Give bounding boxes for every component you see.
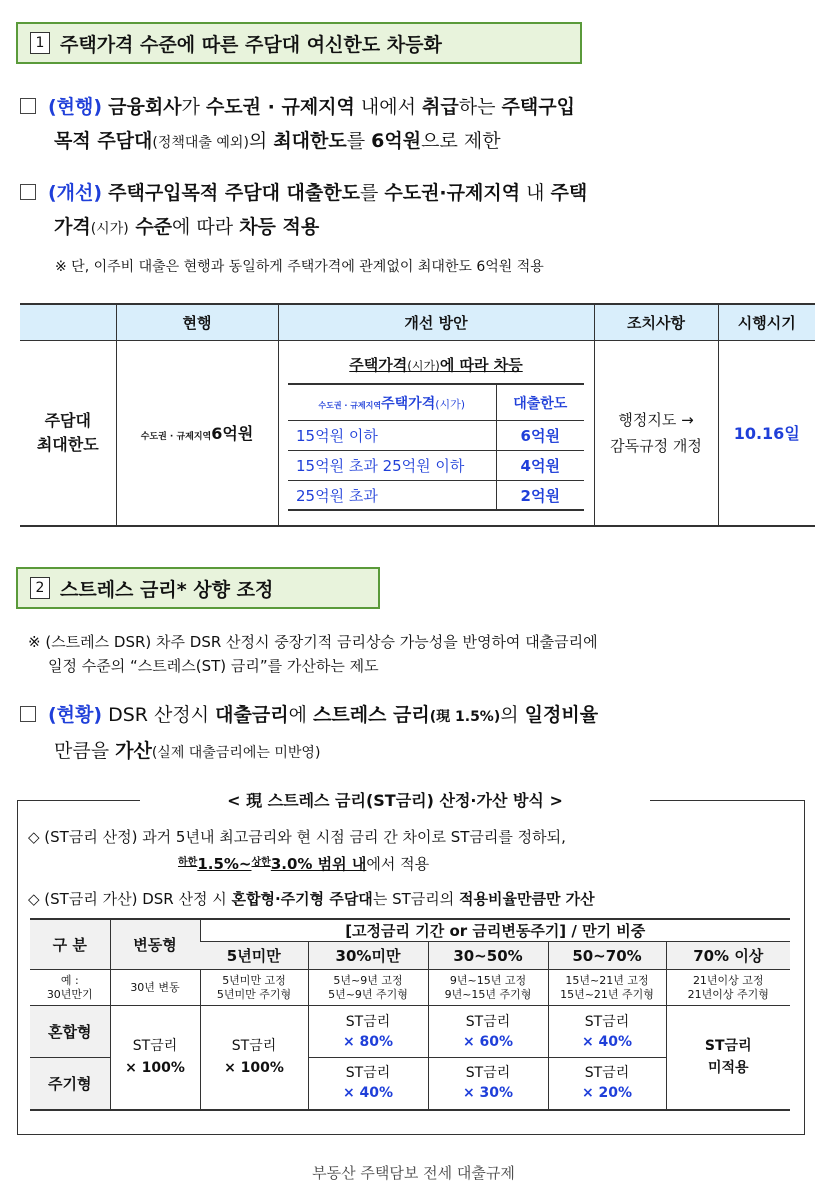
stress-dsr-footnote: ※ (스트레스 DSR) 차주 DSR 산정시 중장기적 금리상승 가능성을 반영하여 대출금리에 일정 수준의 “스트레스(ST) 금리”를 가산하는 제도: [28, 633, 598, 675]
col-30-50: 30~50%: [428, 942, 548, 970]
st-apply-item: ◇ (ST금리 가산) DSR 산정 시 혼합형·주기형 주담대는 ST금리의 적용비율만큼만 가산: [28, 890, 595, 908]
table-row: 혼합형 ST금리 × 100% ST금리 × 100% ST금리 × 80% ST금리 × 60% ST금리 × 40% ST금리 미적용: [30, 1006, 790, 1058]
st-rate-table: 구 분 변동형 [고정금리 기간 or 금리변동주기] / 만기 비중 5년미만 30%미만 30~50% 50~70% 70% 이상 예 : 30년만기 30년 변동 5년미만 고정 5년미만 주기형 5년~9년 고정 5년~9년 주기형 9년~15년 고정 9년~15년 주기형 15년~21년 고정 15년~21년 주기형 21년이상 고정 21년이상 주기형 혼합형 ST금리 × 100% ST금리 × 100% ST금리 × 80% ST금리 × 60% ST금리 × 40% ST금리 미적용 주기형 ST금리 × 40% ST금리 × 30% ST금리 × 20%: [30, 918, 790, 1111]
tier-table: [288, 383, 584, 511]
checkbox-icon: [20, 184, 36, 200]
tier-header-limit: 대출한도: [496, 384, 584, 420]
col-under5: 5년미만: [200, 942, 308, 970]
col-group-header: [고정금리 기간 or 금리변동주기] / 만기 비중: [200, 919, 790, 942]
table-header-empty: [20, 304, 116, 340]
col-under30: 30%미만: [308, 942, 428, 970]
loan-limit-table: [20, 303, 815, 527]
table-row: 15억원 초과 25억원 이하 4억원: [288, 450, 584, 480]
table-row: 15억원 이하 6억원: [288, 420, 584, 450]
col-gubun: 구 분: [30, 919, 110, 970]
table-row: 주기형 ST금리 × 40% ST금리 × 30% ST금리 × 20%: [30, 1058, 790, 1110]
image-caption: 부동산 주택담보 전세 대출규제: [312, 1164, 515, 1182]
current-bullet: (현행) 금융회사가 수도권 · 규제지역 내에서 취급하는 주택구입 목적 주담대(정책대출 예외)의 최대한도를 6억원으로 제한: [20, 90, 809, 160]
section2-number: 2: [30, 577, 50, 599]
table-header-plan: 개선 방안: [278, 304, 594, 340]
st-calc-item: ◇ (ST금리 산정) 과거 5년내 최고금리와 현 시점 금리 간 차이로 ST금리를 정하되, $^{하한}$1.5%~$^{상한}$3.0% 범위 내에서 적용: [28, 828, 566, 873]
section2-title: [16, 567, 380, 609]
section1-title-text: 주택가격 수준에 따른 주담대 여신한도 차등화: [60, 33, 442, 56]
section1-number: 1: [30, 32, 50, 54]
section2-title-text: 스트레스 금리* 상향 조정: [60, 578, 274, 601]
table-header-action: 조치사항: [594, 304, 718, 340]
current-limit: 수도권 · 규제지역6억원: [116, 340, 278, 526]
st-method-title: < 現 스트레스 금리(ST금리) 산정·가산 방식 >: [140, 788, 650, 811]
checkbox-icon: [20, 706, 36, 722]
col-50-70: 50~70%: [548, 942, 666, 970]
tier-header-price: 수도권 · 규제지역주택가격(시가): [288, 384, 496, 420]
col-variable: 변동형: [110, 919, 200, 970]
improved-bullet: (개선) 주택구입목적 주담대 대출한도를 수도권·규제지역 내 주택 가격(시가) 수준에 따라 차등 적용: [20, 176, 809, 246]
date-cell: 10.16일: [718, 340, 815, 526]
table-header-current: 현행: [116, 304, 278, 340]
not-applied-cell: ST금리 미적용: [666, 1006, 790, 1110]
relocation-note: ※ 단, 이주비 대출은 현행과 동일하게 주택가격에 관계없이 최대한도 6억원 적용: [55, 259, 544, 275]
table-header-date: 시행시기: [718, 304, 815, 340]
plan-cell: [278, 340, 594, 526]
plan-title: 주택가격(시가)에 따라 차등: [349, 356, 523, 375]
under5-rate-cell: ST금리 × 100%: [200, 1006, 308, 1110]
status-bullet: (현황) DSR 산정시 대출금리에 스트레스 금리(現 1.5%)의 일정비율 만큼을 가산(실제 대출금리에는 미반영): [20, 698, 809, 770]
row-label: 주담대 최대한도: [36, 410, 99, 454]
section1-title: [16, 22, 582, 64]
col-over70: 70% 이상: [666, 942, 790, 970]
table-row: 25억원 초과 2억원: [288, 480, 584, 510]
action-cell: 행정지도 → 감독규정 개정: [594, 340, 718, 526]
variable-rate-cell: ST금리 × 100%: [110, 1006, 200, 1110]
checkbox-icon: [20, 98, 36, 114]
